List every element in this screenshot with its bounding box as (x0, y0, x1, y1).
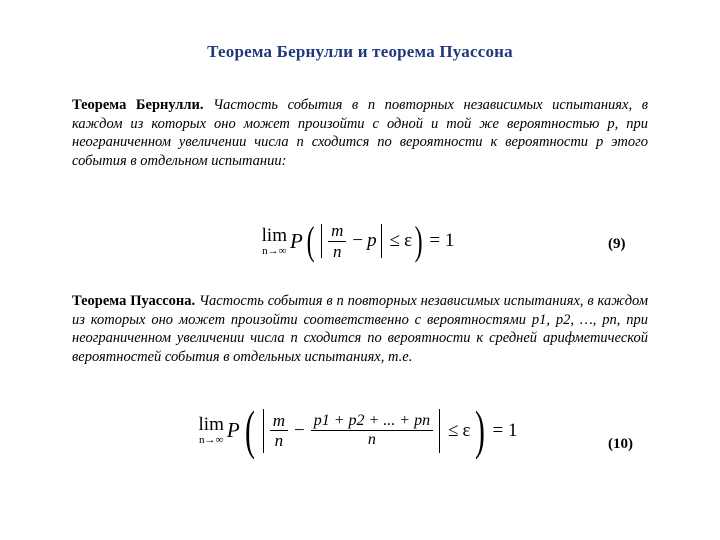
equals-one-poisson: = 1 (492, 419, 518, 441)
relation-operator-poisson: ≤ (448, 419, 459, 441)
variable-p: p (367, 230, 377, 252)
fraction-denominator: n (333, 241, 342, 261)
epsilon-symbol-poisson: ε (462, 419, 471, 441)
limit-subscript-poisson: n→∞ (199, 434, 224, 447)
left-paren: ( (306, 218, 315, 264)
probability-symbol: P (289, 228, 303, 253)
right-paren: ) (414, 218, 423, 264)
minus-operator: − (352, 230, 364, 252)
fraction-m-over-n-poisson (270, 412, 288, 451)
probability-symbol-poisson: P (226, 418, 240, 443)
theorem-bernoulli-body: Частость события в n повторных независимых испытаниях, в каждом из которых оно может произойти с одной и той же вероятностью p, при неограниченном увеличении числа n сходится по вероятности к вероятности p этого события в отдельном испытании: (72, 97, 648, 169)
equals-one: = 1 (429, 230, 455, 252)
epsilon-symbol: ε (404, 230, 413, 252)
page-title: Теорема Бернулли и теорема Пуассона (207, 42, 513, 61)
mean-numerator: p1 + p2 + ... + pn (313, 411, 431, 429)
equation-number-10: (10) (608, 436, 633, 452)
right-paren-poisson: ) (474, 400, 485, 460)
limit-operator-poisson (199, 415, 224, 446)
theorem-bernoulli-text (72, 96, 648, 170)
limit-operator (262, 226, 287, 257)
abs-bar-left (321, 224, 322, 258)
fraction-numerator-poisson: m (272, 410, 285, 430)
formula-poisson-expression (198, 400, 522, 460)
limit-op-label: lim (261, 224, 287, 246)
minus-operator-poisson: − (293, 419, 305, 441)
theorem-poisson-lead: Теорема Пуассона. (72, 293, 196, 309)
abs-bar-left-poisson (263, 409, 264, 453)
theorem-poisson-body: Частость события в n повторных независимых испытаниях, в каждом из которых оно может произойти соответственно с вероятностями p1, p2, …, pn, при неограниченном увеличении числа n сходится по вероятности к средней арифметической вероятностей события в отдельных испытаниях, т.е. (72, 293, 648, 365)
equation-number-9: (9) (608, 236, 626, 252)
mean-denominator: n (367, 431, 376, 449)
abs-bar-right-poisson (439, 409, 440, 453)
left-paren-poisson: ( (244, 400, 255, 460)
fraction-mean-probability (311, 413, 433, 450)
limit-subscript: n→∞ (262, 244, 287, 257)
fraction-denominator-poisson: n (274, 431, 284, 451)
theorem-poisson-text (72, 292, 648, 366)
formula-bernoulli-expression (261, 218, 459, 264)
abs-bar-right (381, 224, 382, 258)
theorem-bernoulli-lead: Теорема Бернулли. (72, 97, 204, 113)
fraction-numerator: m (331, 221, 344, 240)
fraction-m-over-n (328, 222, 346, 261)
limit-op-label-poisson: lim (198, 414, 224, 436)
relation-operator: ≤ (389, 230, 401, 252)
